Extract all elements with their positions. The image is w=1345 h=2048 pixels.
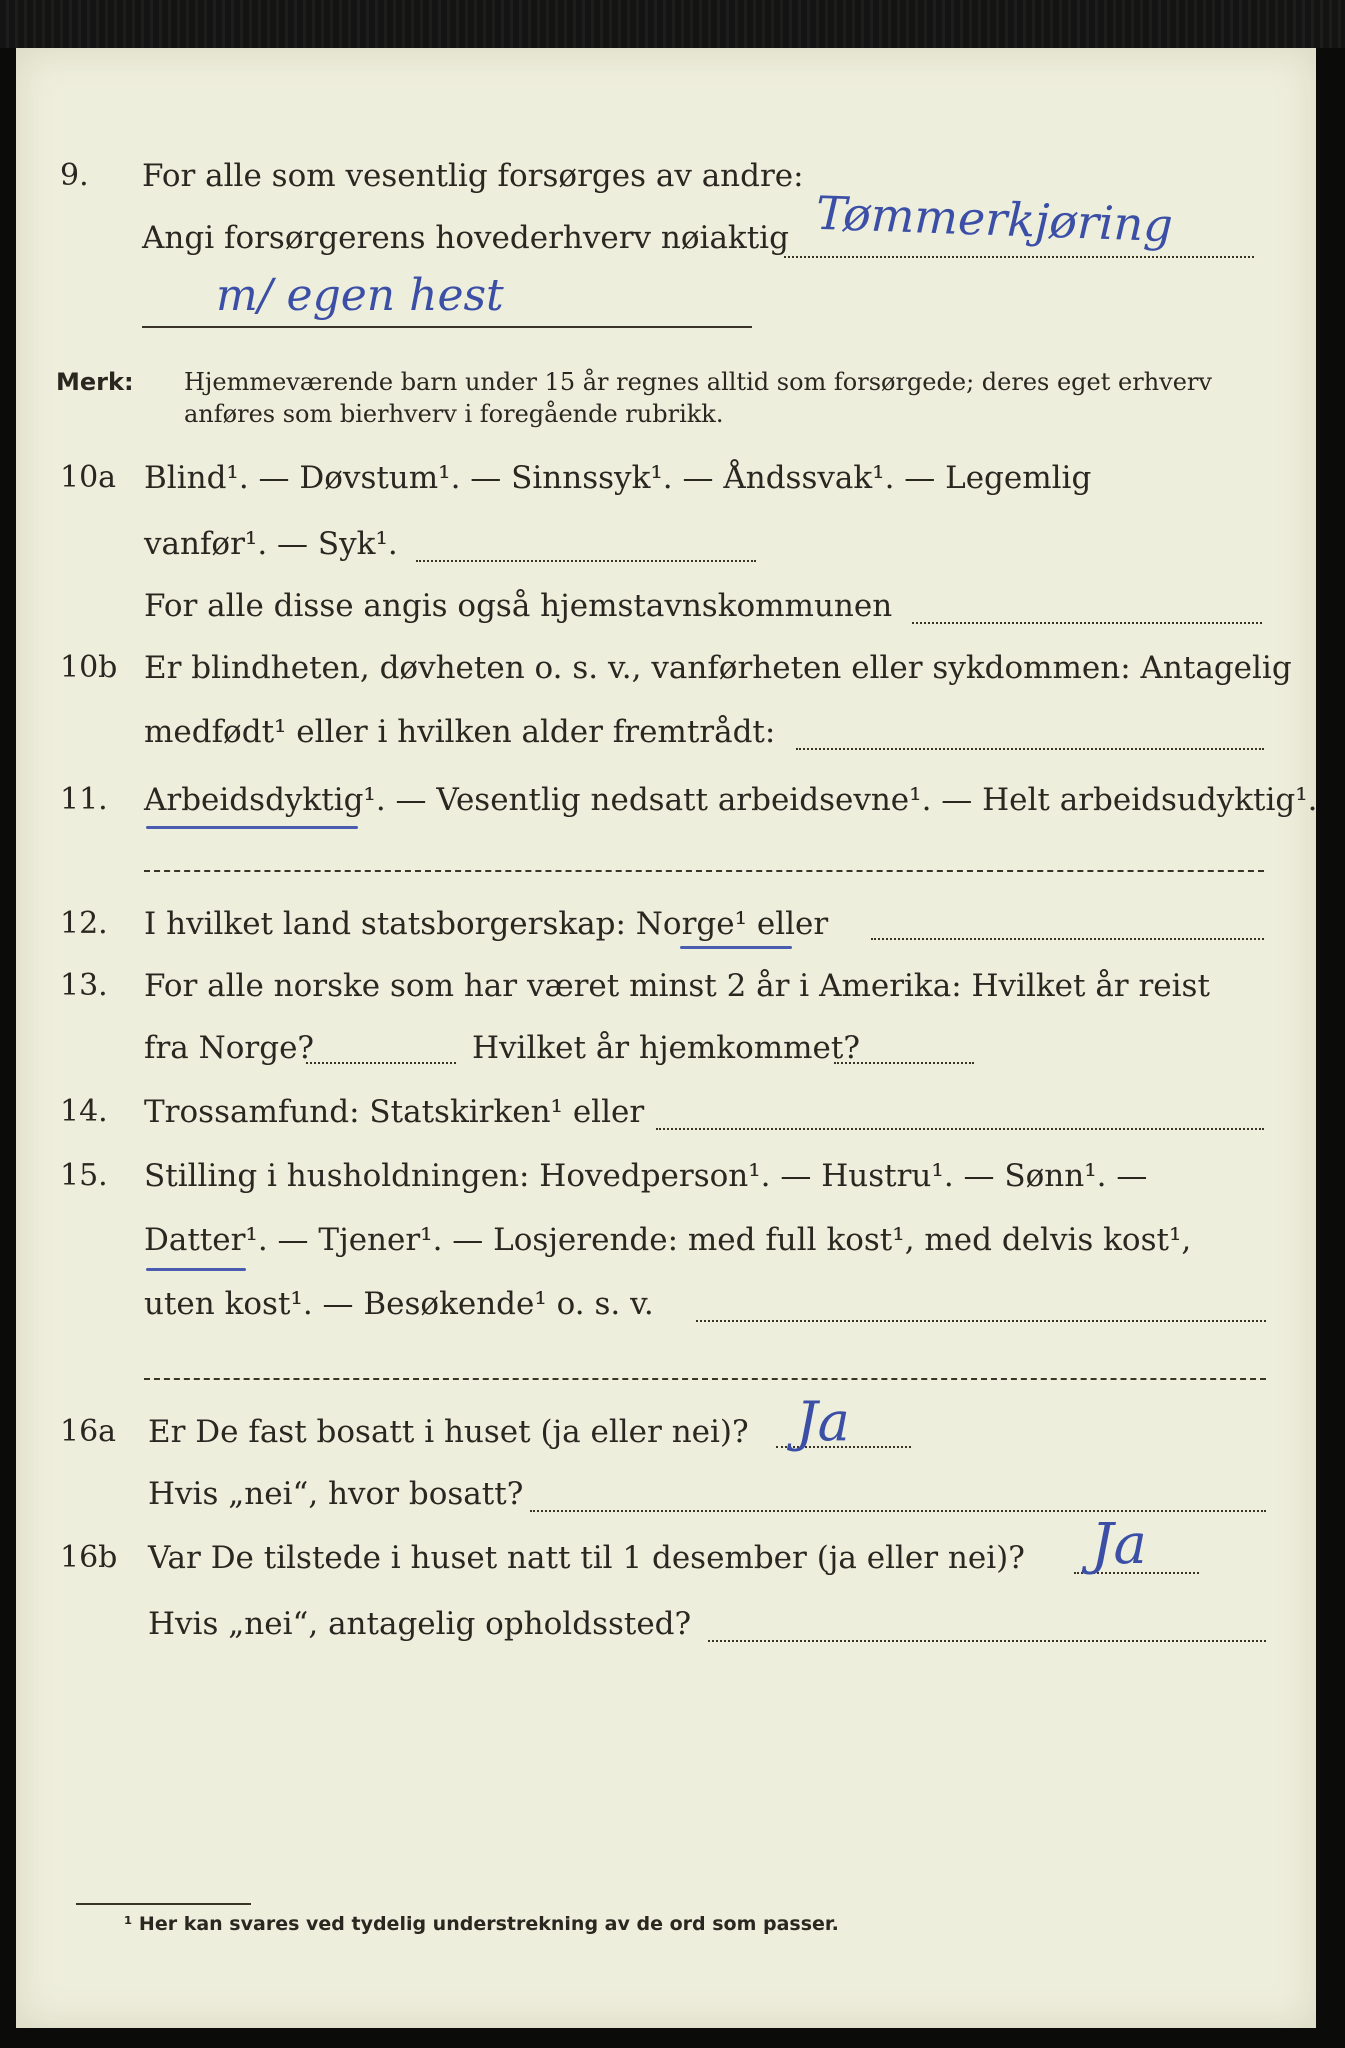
q16b-row-2	[16, 1600, 1316, 1648]
q10a-vanfor-syk: vanfør¹. — Syk¹.	[144, 526, 398, 562]
q10b-question: Er blindheten, døvheten o. s. v., vanførheten eller sykdommen: Antagelig	[144, 650, 1292, 686]
q10b-row-1	[16, 644, 1316, 692]
q15-number: 15.	[60, 1158, 108, 1193]
q16b-followup-answer-line[interactable]	[708, 1640, 1266, 1642]
q9-prompt: Angi forsørgerens hovederhverv nøiaktig	[142, 220, 789, 256]
footnote: ¹ Her kan svares ved tydelig understrekning av de ord som passer.	[124, 1913, 839, 1935]
q16a-handwritten-answer: Ja	[796, 1390, 850, 1453]
q13-reist-prompt: fra Norge?	[144, 1030, 315, 1066]
q10a-row-1	[16, 454, 1316, 502]
q16b-handwritten-answer: Ja	[1091, 1512, 1147, 1577]
q12-question: I hvilket land statsborgerskap: Norge¹ eller	[144, 906, 829, 942]
q11-row-2	[16, 828, 1316, 876]
q16b-row-1	[16, 1512, 1316, 1582]
q14-answer-line[interactable]	[656, 1128, 1264, 1130]
q13-hjemkommet-answer-line[interactable]	[834, 1062, 974, 1064]
q12-number: 12.	[60, 906, 108, 941]
q13-hjemkommet-prompt: Hvilket år hjemkommet?	[472, 1030, 860, 1066]
q15-question: Stilling i husholdningen: Hovedperson¹. — Hustru¹. — Sønn¹. —	[144, 1158, 1148, 1194]
q9-answer-line[interactable]	[784, 256, 1254, 258]
q13-row-1	[16, 962, 1316, 1010]
q15-handwritten-underline	[146, 1268, 246, 1271]
q10a-number: 10a	[60, 460, 117, 495]
q10b-number: 10b	[60, 650, 118, 685]
q16a-row-1	[16, 1390, 1316, 1456]
q13-row-2	[16, 1024, 1316, 1072]
scan-top-edge	[0, 0, 1345, 48]
q15-row-1	[16, 1152, 1316, 1200]
q9-row-1	[16, 152, 1316, 200]
q10a-row-3	[16, 582, 1316, 630]
q16a-row-2	[16, 1470, 1316, 1518]
q10b-prompt: medfødt¹ eller i hvilken alder fremtrådt:	[144, 714, 776, 750]
q12-row	[16, 900, 1316, 948]
q13-question: For alle norske som har været minst 2 år i Amerika: Hvilket år reist	[144, 968, 1210, 1004]
q15-options-line-2: Datter¹. — Tjener¹. — Losjerende: med full kost¹, med delvis kost¹,	[144, 1222, 1192, 1258]
q15-row-4	[16, 1338, 1316, 1386]
q11-row-1	[16, 776, 1316, 824]
q10a-hjemstavn-answer-line[interactable]	[912, 622, 1262, 624]
q16a-number: 16a	[60, 1414, 117, 1449]
q16b-followup: Hvis „nei“, antagelig opholdssted?	[148, 1606, 692, 1642]
q14-question: Trossamfund: Statskirken¹ eller	[144, 1094, 645, 1130]
q15-row-2	[16, 1216, 1316, 1264]
q9-number: 9.	[60, 158, 89, 193]
q16a-question: Er De fast bosatt i huset (ja eller nei)?	[148, 1414, 749, 1450]
q10a-row-2	[16, 520, 1316, 568]
footnote-rule	[76, 1903, 251, 1905]
merk-note-line-1: Hjemmeværende barn under 15 år regnes alltid som forsørgede; deres eget erhverv	[184, 368, 1212, 396]
q11-number: 11.	[60, 782, 108, 817]
q10a-syk-answer-line[interactable]	[416, 560, 756, 562]
census-form-page	[16, 48, 1316, 2028]
q16b-number: 16b	[60, 1540, 118, 1575]
q10b-row-2	[16, 708, 1316, 756]
q10a-hjemstavn-prompt: For alle disse angis også hjemstavnskommunen	[144, 588, 893, 624]
q11-answer-line[interactable]	[144, 870, 1264, 872]
q16a-followup: Hvis „nei“, hvor bosatt?	[148, 1476, 524, 1512]
q15-options-line-3: uten kost¹. — Besøkende¹ o. s. v.	[144, 1286, 654, 1322]
q12-answer-line[interactable]	[871, 938, 1264, 940]
merk-row-2	[16, 396, 1316, 444]
q15-row-3	[16, 1280, 1316, 1328]
q13-number: 13.	[60, 968, 108, 1003]
q9-handwritten-answer-1: Tømmerkjøring	[815, 185, 1174, 253]
q14-number: 14.	[60, 1094, 108, 1129]
q9-question: For alle som vesentlig forsørges av andre:	[142, 158, 804, 194]
q9-continuation-line[interactable]	[142, 326, 752, 328]
merk-label: Merk:	[56, 368, 134, 396]
q16a-followup-answer-line[interactable]	[530, 1510, 1266, 1512]
q9-row-3	[16, 270, 1316, 332]
q11-question: Arbeidsdyktig¹. — Vesentlig nedsatt arbeidsevne¹. — Helt arbeidsudyktig¹.	[144, 782, 1318, 818]
q13-reist-answer-line[interactable]	[306, 1062, 456, 1064]
q9-handwritten-answer-2: m/ egen hest	[216, 270, 504, 321]
q16b-question: Var De tilstede i huset natt til 1 desember (ja eller nei)?	[148, 1540, 1025, 1576]
merk-note-line-2: anføres som bierhverv i foregående rubrikk.	[184, 400, 724, 428]
q10b-answer-line[interactable]	[796, 748, 1264, 750]
q15-continuation-line[interactable]	[144, 1378, 1266, 1380]
q9-row-2	[16, 185, 1316, 262]
q14-row	[16, 1088, 1316, 1136]
q10a-question: Blind¹. — Døvstum¹. — Sinnssyk¹. — Åndssvak¹. — Legemlig	[144, 460, 1092, 496]
q15-answer-line[interactable]	[696, 1320, 1266, 1322]
q12-handwritten-underline	[680, 946, 792, 949]
